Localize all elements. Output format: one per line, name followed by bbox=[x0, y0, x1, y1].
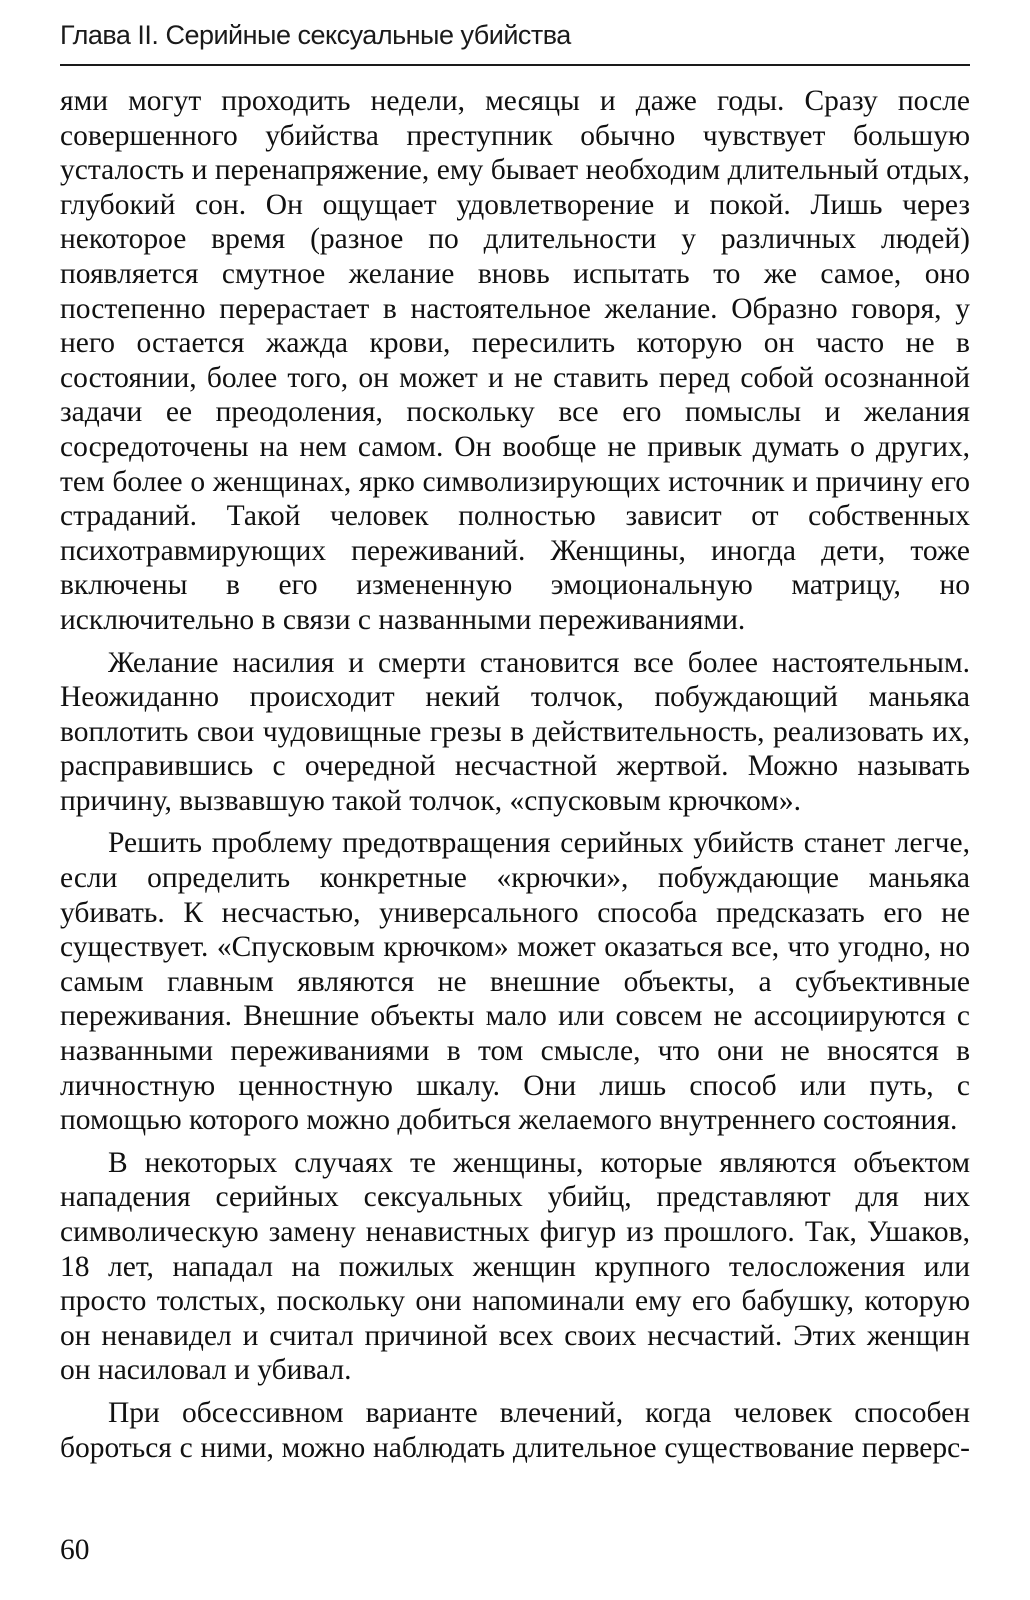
paragraph-3: Решить проблему предотвращения серийных убийств станет легче, если определить конкретные «крючки», побуждающие маньяка убивать. К несчастью, универсального способа предсказать его не существует. «Спусковым крючком» может оказаться все, что угодно, но самым главным являются не внешние объекты, а субъективные переживания. Внешние объекты мало или совсем не ассоциируются с названными переживаниями в том смысле, что они не вносятся в личностную ценностную шкалу. Они лишь способ или путь, с помощью которого можно добиться желаемого внутреннего состояния. bbox=[60, 827, 970, 1137]
paragraph-2: Желание насилия и смерти становится все более настоятельным. Неожиданно происходит некий толчок, побуждающий маньяка воплотить свои чудовищные грезы в действительность, реализовать их, расправившись с очередной несчастной жертвой. Можно называть причину, вызвавшую такой толчок, «спусковым крючком». bbox=[60, 646, 970, 817]
running-header: Глава II. Серийные сексуальные убийства bbox=[60, 20, 571, 50]
book-page bbox=[60, 0, 970, 1600]
body-text bbox=[60, 84, 970, 1465]
paragraph-1: ями могут проходить недели, месяцы и даже годы. Сразу после совершенного убийства преступник обычно чувствует большую усталость и перенапряжение, ему бывает необходим длительный отдых, глубокий сон. Он ощущает удовлетворение и покой. Лишь через некоторое время (разное по длительности у различных людей) появляется смутное желание вновь испытать то же самое, оно постепенно перерастает в настоятельное желание. Образно говоря, у него остается жажда крови, пересилить которую он часто не в состоянии, более того, он может и не ставить перед собой осознанной задачи ее преодоления, поскольку все его помыслы и желания сосредоточены на нем самом. Он вообще не привык думать о других, тем более о женщинах, ярко символизирующих источник и причину его страданий. Такой человек полностью зависит от собственных психотравмирующих переживаний. Женщины, иногда дети, тоже включены в его измененную эмоциональную матрицу, но исключительно в связи с названными переживаниями. bbox=[60, 85, 970, 636]
page-number: 60 bbox=[60, 1534, 90, 1566]
paragraph-4: В некоторых случаях те женщины, которые являются объектом нападения серийных сексуальных убийц, представляют для них символическую замену ненавистных фигур из прошлого. Так, Ушаков, 18 лет, нападал на пожилых женщин крупного телосложения или просто толстых, поскольку они напоминали ему его бабушку, которую он ненавидел и считал причиной всех своих несчастий. Этих женщин он насиловал и убивал. bbox=[60, 1146, 970, 1387]
header-rule bbox=[60, 64, 970, 66]
paragraph-5: При обсессивном варианте влечений, когда человек способен бороться с ними, можно наблюдать длительное существование перверс- bbox=[60, 1396, 970, 1464]
